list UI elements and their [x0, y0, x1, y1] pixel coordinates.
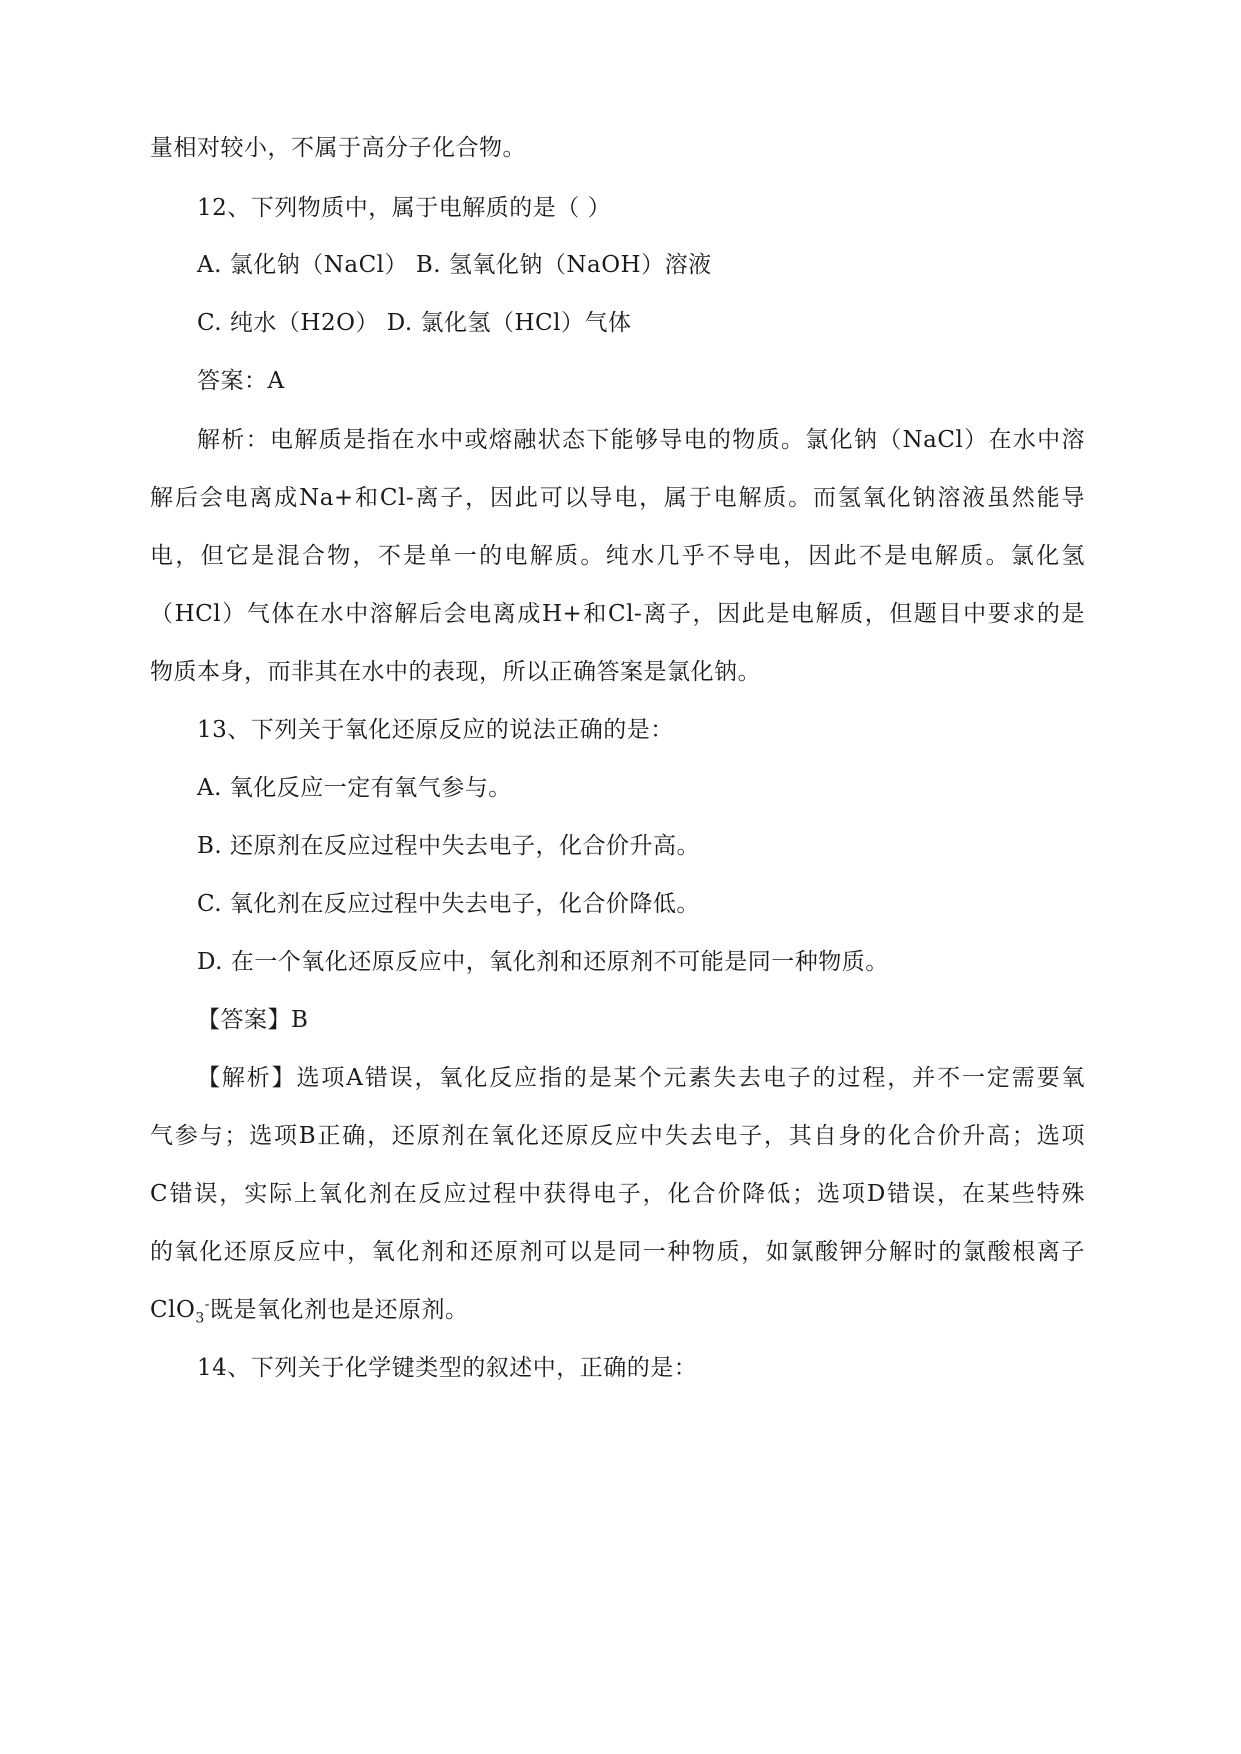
question-13-explanation-line: 的氧化还原反应中，氧化剂和还原剂可以是同一种物质，如氯酸钾分解时的氯酸根离子 [150, 1239, 1085, 1265]
question-12-explanation-line: 物质本身，而非其在水中的表现，所以正确答案是氯化钠。 [150, 659, 761, 685]
question-13-option-c: C. 氧化剂在反应过程中失去电子，化合价降低。 [197, 891, 700, 917]
question-13-option-b: B. 还原剂在反应过程中失去电子，化合价升高。 [197, 833, 701, 859]
question-12-explanation-line: （HCl）气体在水中溶解后会电离成H+和Cl-离子，因此是电解质，但题目中要求的是 [150, 601, 1085, 627]
question-13-explanation-line: 气参与；选项B正确，还原剂在氧化还原反应中失去电子，其自身的化合价升高；选项 [150, 1123, 1085, 1149]
question-13-option-a: A. 氧化反应一定有氧气参与。 [197, 775, 512, 801]
question-12-options-cd: C. 纯水（H2O） D. 氯化氢（HCl）气体 [197, 310, 632, 336]
question-13-explanation-line: C错误，实际上氧化剂在反应过程中获得电子，化合价降低；选项D错误，在某些特殊 [150, 1181, 1085, 1207]
question-13-explanation-formula-line: ClO$_3$-既是氧化剂也是还原剂。 [150, 1296, 469, 1327]
question-12-answer: 答案：A [197, 368, 285, 394]
paragraph-line: 量相对较小，不属于高分子化合物。 [150, 135, 526, 161]
formula-chlorate: ClO$_3$- [150, 1296, 210, 1327]
question-13-answer: 【答案】B [197, 1007, 309, 1033]
question-12-stem: 12、下列物质中，属于电解质的是（ ） [197, 195, 612, 221]
question-12-explanation-line: 电，但它是混合物，不是单一的电解质。纯水几乎不导电，因此不是电解质。氯化氢 [150, 543, 1085, 569]
question-13-option-d: D. 在一个氧化还原反应中，氧化剂和还原剂不可能是同一种物质。 [197, 949, 889, 975]
question-12-options-ab: A. 氯化钠（NaCl） B. 氢氧化钠（NaOH）溶液 [197, 252, 712, 278]
question-12-explanation-line: 解析：电解质是指在水中或熔融状态下能够导电的物质。氯化钠（NaCl）在水中溶 [197, 427, 1085, 453]
question-13-stem: 13、下列关于氧化还原反应的说法正确的是： [197, 717, 674, 743]
question-14-stem: 14、下列关于化学键类型的叙述中，正确的是： [197, 1355, 698, 1381]
question-12-explanation-line: 解后会电离成Na+和Cl-离子，因此可以导电，属于电解质。而氢氧化钠溶液虽然能导 [150, 485, 1085, 511]
question-13-explanation-line: 【解析】选项A错误，氧化反应指的是某个元素失去电子的过程，并不一定需要氧 [197, 1065, 1085, 1091]
